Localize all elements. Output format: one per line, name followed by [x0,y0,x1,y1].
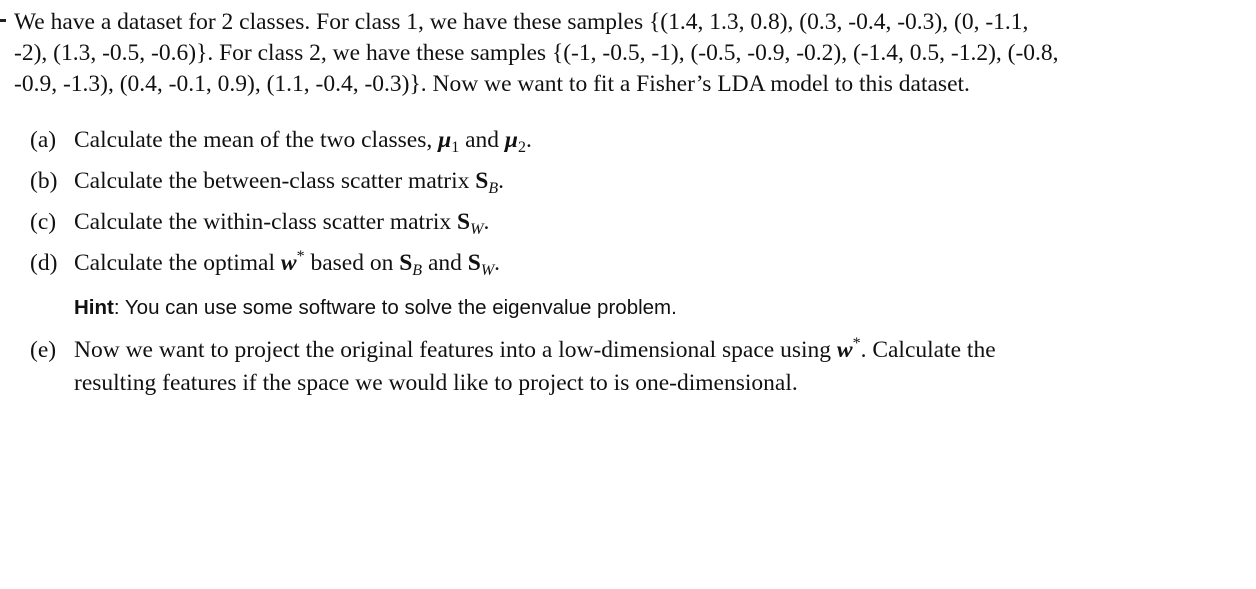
question-a-text: Calculate the mean of the two classes, [74,127,439,153]
question-d-end: . [494,250,501,276]
question-c [30,207,489,240]
question-c-end: . [483,209,490,235]
scatter-matrix-symbol: S [467,250,481,276]
question-a-end: . [525,127,532,153]
intro-line-3: -0.9, -1.3), (0.4, -0.1, 0.9), (1.1, -0.4, -0.3)}. Now we want to fit a Fisher’s LDA model to this dataset. [14,71,970,97]
question-d [30,248,500,281]
question-e-marker: (e) [30,337,57,363]
question-c-text: Calculate the within-class scatter matrix [74,209,458,235]
problem-intro [14,7,1239,100]
scatter-matrix-symbol: S [399,250,413,276]
scatter-matrix-symbol: S [475,168,489,194]
w-vector-symbol: w [836,337,853,363]
hint-label: Hint [74,296,114,319]
mu-subscript-2: 2 [517,139,526,156]
hint-note [74,294,677,322]
intro-line-1: We have a dataset for 2 classes. For class 1, we have these samples {(1.4, 1.3, 0.8), (0.3, -0.4, -0.3), (0, -1.1, [14,9,1029,35]
question-e [30,335,996,399]
mu-symbol-1: μ [438,127,452,153]
w-star-superscript: * [852,335,861,352]
question-e-text-post: . Calculate the [860,337,996,363]
mu-subscript-1: 1 [451,139,460,156]
question-a-marker: (a) [30,127,57,153]
scatter-matrix-symbol: S [457,209,471,235]
scatter-matrix-subscript: W [470,221,484,238]
question-a-and: and [459,127,505,153]
question-e-text: Now we want to project the original features into a low-dimensional space using [74,337,837,363]
question-d-text: Calculate the optimal [74,250,281,276]
mu-symbol-2: μ [504,127,518,153]
question-d-and: and [422,250,468,276]
list-bullet-mark [0,19,6,22]
question-b-text: Calculate the between-class scatter matrix [74,168,476,194]
question-b-end: . [498,168,505,194]
w-vector-symbol: w [280,250,297,276]
question-b [30,166,504,199]
question-e-line-1 [30,335,996,368]
question-d-marker: (d) [30,250,58,276]
intro-line-2: -2), (1.3, -0.5, -0.6)}. For class 2, we have these samples {(-1, -0.5, -1), (-0.5, -0.9, -0.2), (-1.4, 0.5, -1.2), (-0.8, [14,40,1059,66]
question-c-marker: (c) [30,209,57,235]
scatter-matrix-subscript: W [480,262,495,279]
scatter-matrix-subscript: B [412,262,423,279]
w-star-superscript: * [296,248,305,265]
question-e-line-2: resulting features if the space we would like to project to is one-dimensional. [74,370,798,396]
scatter-matrix-subscript: B [488,180,499,197]
question-b-marker: (b) [30,168,58,194]
question-a [30,125,532,158]
hint-text: : You can use some software to solve the eigenvalue problem. [113,296,677,319]
question-d-mid: based on [304,250,400,276]
